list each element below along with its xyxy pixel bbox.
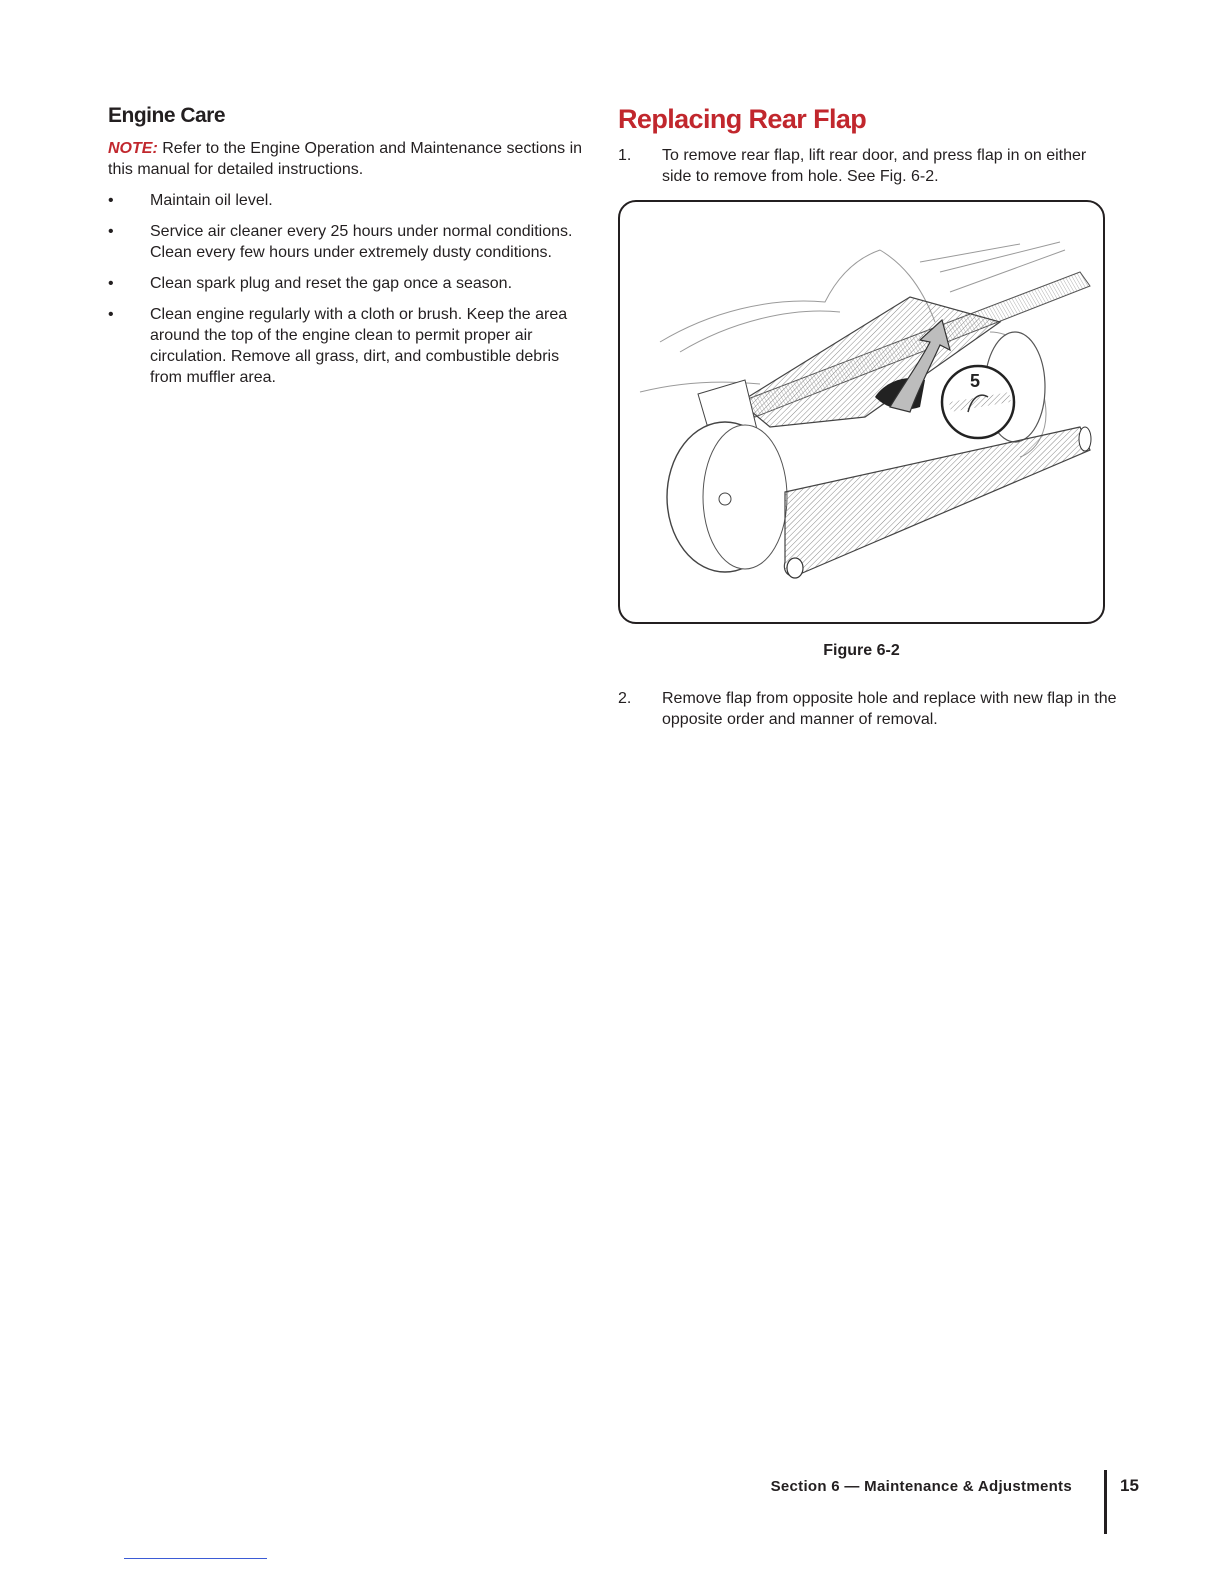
flap-roll-end — [1079, 427, 1091, 451]
list-item: • Clean spark plug and reset the gap once a season. — [108, 275, 513, 292]
step-2-text: Remove flap from opposite hole and replace with new flap in the opposite order and manner of removal. — [662, 690, 1117, 728]
list-item: • Maintain oil level. — [108, 192, 273, 209]
engine-care-list — [108, 190, 588, 388]
step-1-number: 1. — [618, 147, 632, 164]
flap-roll-end — [787, 558, 803, 578]
engine-care-heading: Engine Care — [108, 104, 226, 127]
note-text: Refer to the Engine Operation and Maintenance sections in this manual for detailed instructions. — [108, 140, 583, 178]
callout-label: 5 — [970, 371, 981, 391]
mower-rear-flap-drawing — [620, 202, 1103, 622]
list-item: • Service air cleaner every 25 hours under normal conditions. Clean every few hours under extremely dusty conditions. — [108, 223, 573, 261]
figure-6-2-illustration — [618, 200, 1105, 624]
rear-flap-heading: Replacing Rear Flap — [618, 104, 867, 134]
step-1 — [618, 145, 1108, 187]
bottom-rule — [124, 1558, 267, 1559]
page-number: 15 — [1120, 1476, 1139, 1495]
footer-divider — [1104, 1470, 1107, 1534]
note-label: NOTE: — [108, 140, 158, 157]
rear-flap — [784, 427, 1090, 576]
engine-care-note — [108, 138, 588, 180]
engine-care-section — [108, 100, 588, 398]
list-item: • Clean engine regularly with a cloth or brush. Keep the area around the top of the engine clean to permit proper air circulation. Remove all grass, dirt, and combustible debris from muffler area. — [108, 306, 568, 386]
left-wheel-hub-ring — [703, 425, 787, 569]
step-1-text: To remove rear flap, lift rear door, and press flap in on either side to remove from hole. See Fig. 6-2. — [662, 147, 1087, 185]
rear-flap-section — [618, 100, 1108, 187]
step-2-number: 2. — [618, 690, 632, 707]
figure-caption: Figure 6-2 — [823, 642, 900, 659]
step-2 — [618, 688, 1152, 730]
footer-section-label: Section 6 — Maintenance & Adjustments — [770, 1478, 1072, 1495]
